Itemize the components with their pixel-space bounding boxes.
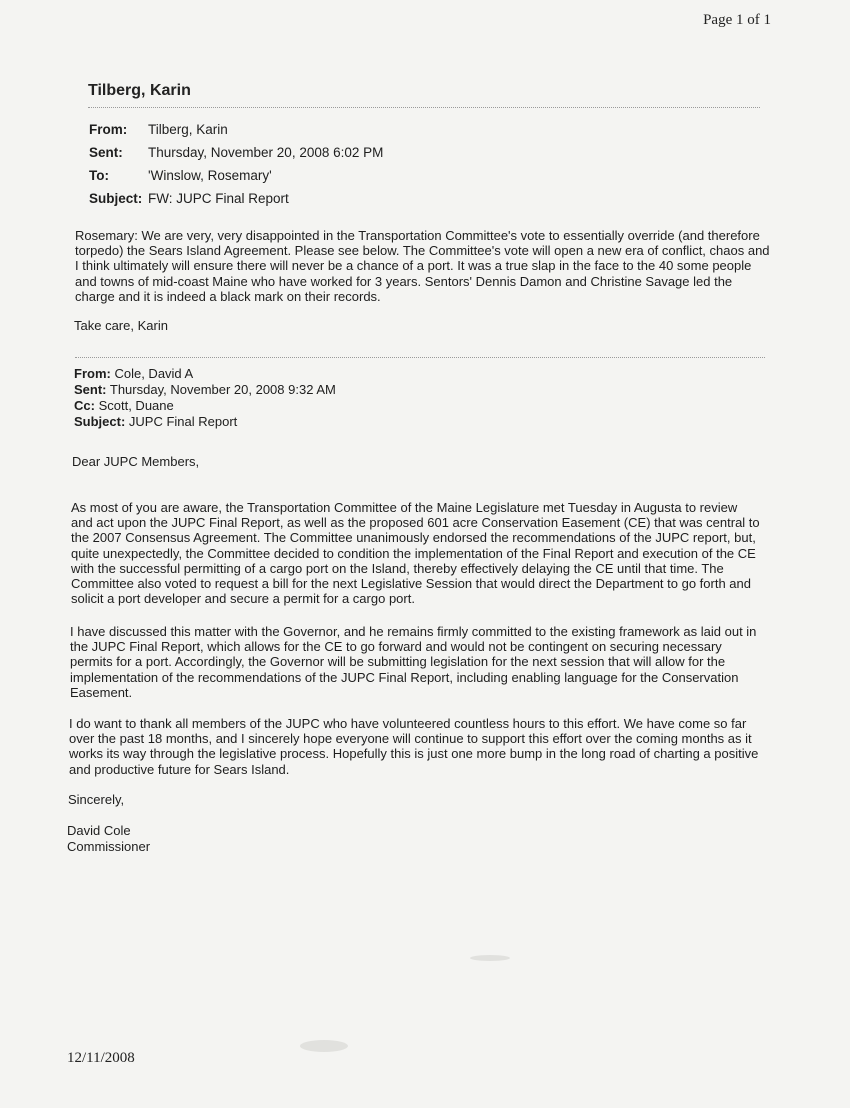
from-row xyxy=(89,118,383,141)
forwarded-subject-value: JUPC Final Report xyxy=(128,414,238,429)
forwarded-from-label: From: xyxy=(74,366,111,381)
scan-smudge xyxy=(470,955,510,961)
forwarded-paragraph-1: As most of you are aware, the Transportation Committee of the Maine Legislature met Tuesday in Augusta to review and act upon the JUPC Final Report, as well as the proposed 601 acre Conservation Easement (CE) that was central to the 2007 Consensus Agreement. The Committee unanimously endorsed the recommendations of the JUPC report, but, quite unexpectedly, the Committee decided to condition the implementation of the Final Report and execution of the CE with the successful permitting of a cargo port on the Island, thereby effectively delaying the CE until that time. The Committee also voted to request a bill for the next Legislative Session that would direct the Department to go forth and solicit a port developer and secure a permit for a cargo port. xyxy=(71,500,760,607)
signature-name: David Cole xyxy=(67,823,131,838)
message-signoff: Take care, Karin xyxy=(74,318,168,333)
forwarded-paragraph-2: I have discussed this matter with the Governor, and he remains firmly committed to the existing framework as laid out in the JUPC Final Report, which allows for the CE to go forward and would not be contingent on securing necessary permits for a port. Accordingly, the Governor will be submitting legislation for the next session that will allow for the implementation of the recommendations of the JUPC Final Report, including enabling language for the Conservation Easement. xyxy=(70,624,757,700)
forwarded-from xyxy=(74,366,336,382)
forwarded-sent-label: Sent: xyxy=(74,382,107,397)
forwarded-from-value: Cole, David A xyxy=(114,366,194,381)
sent-row xyxy=(89,141,383,164)
forwarded-cc-label: Cc: xyxy=(74,398,95,413)
signature-block xyxy=(67,823,150,854)
to-row xyxy=(89,164,383,187)
to-value: 'Winslow, Rosemary' xyxy=(148,168,272,183)
to-label: To: xyxy=(89,168,109,183)
from-label: From: xyxy=(89,122,128,137)
forwarded-cc-value: Scott, Duane xyxy=(98,398,174,413)
email-header xyxy=(89,118,383,210)
signature-title: Commissioner xyxy=(67,838,151,854)
message-paragraph: Rosemary: We are very, very disappointed in the Transportation Committee's vote to essentially override (and therefore torpedo) the Sears Island Agreement. Please see below. The Committee's vote will open a new era of conflict, chaos and I think ultimately will ensure there will never be a chance of a port. It was a true slap in the face to the 40 some people and towns of mid-coast Maine who have worked for 3 years. Sentors' Dennis Damon and Christine Savage led the charge and it is indeed a black mark on their records. xyxy=(75,228,770,304)
closing: Sincerely, xyxy=(68,792,125,807)
page-number: Page 1 of 1 xyxy=(703,12,771,28)
scan-smudge xyxy=(300,1040,348,1052)
forwarded-cc xyxy=(74,398,336,414)
sender-heading: Tilberg, Karin xyxy=(88,82,191,99)
forwarded-paragraph-3: I do want to thank all members of the JUPC who have volunteered countless hours to this effort. We have come so far over the past 18 months, and I sincerely hope everyone will continue to support this effort over the coming months as it works its way through the legislative process. Hopefully this is just one more bump in the long road of charting a positive and productive future for Sears Island. xyxy=(69,716,759,777)
subject-label: Subject: xyxy=(89,191,143,206)
print-date: 12/11/2008 xyxy=(67,1050,135,1066)
forwarded-subject xyxy=(74,414,336,430)
subject-row xyxy=(89,187,383,210)
forwarded-sent xyxy=(74,382,336,398)
sent-label: Sent: xyxy=(89,145,123,160)
sent-value: Thursday, November 20, 2008 6:02 PM xyxy=(148,145,384,160)
forwarded-greeting: Dear JUPC Members, xyxy=(72,454,200,469)
forwarded-subject-label: Subject: xyxy=(74,414,126,429)
forwarded-sent-value: Thursday, November 20, 2008 9:32 AM xyxy=(109,382,336,397)
header-divider xyxy=(88,107,760,108)
forwarded-header xyxy=(74,366,336,430)
forward-divider xyxy=(75,357,765,358)
from-value: Tilberg, Karin xyxy=(148,122,228,137)
subject-value: FW: JUPC Final Report xyxy=(148,191,289,206)
